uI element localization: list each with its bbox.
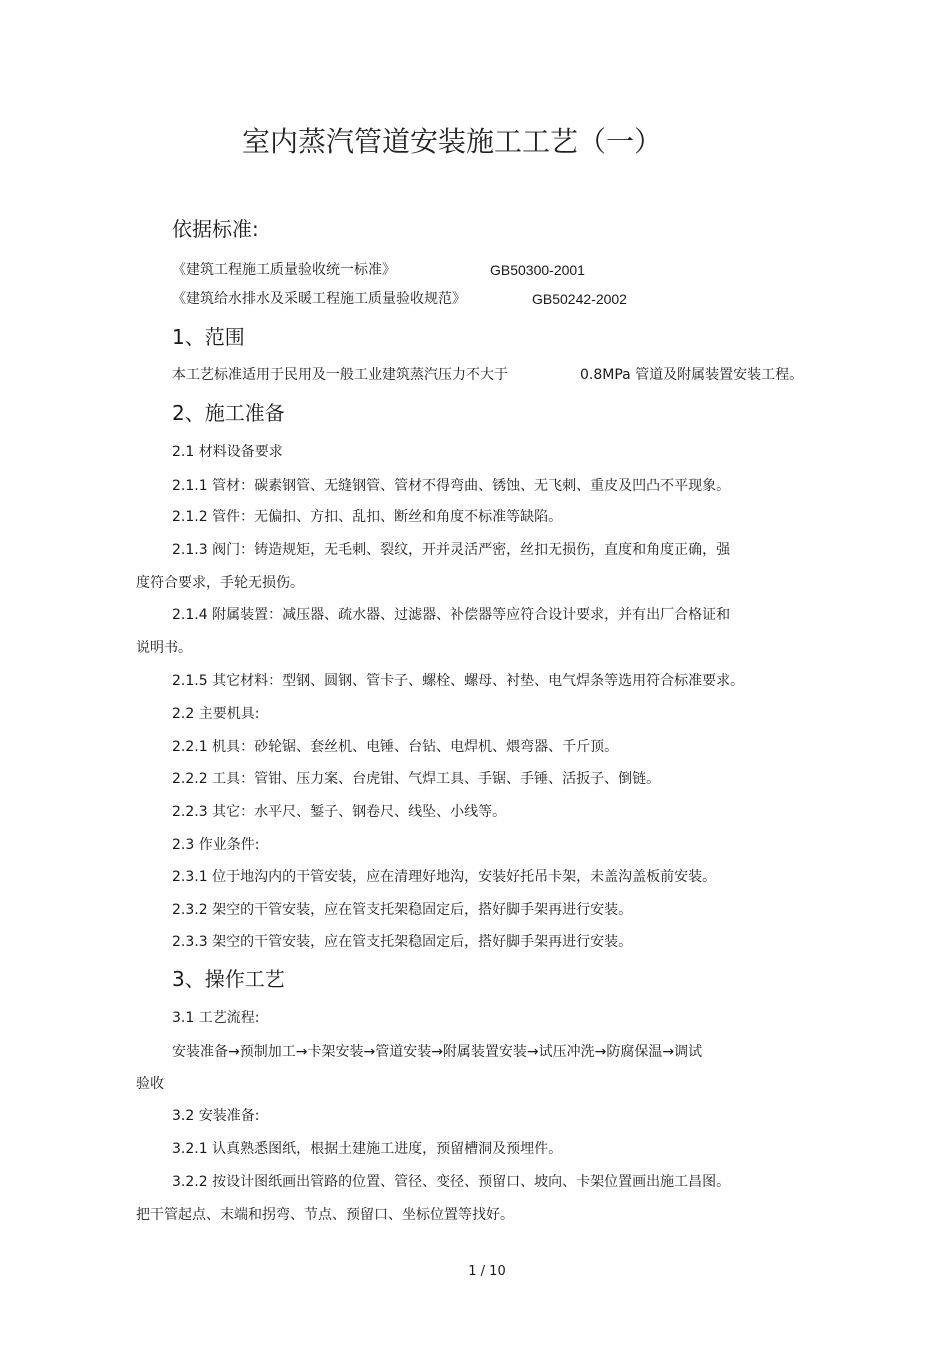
standard-code-2: GB50242-2002 — [532, 291, 627, 307]
scope-text-b: 0.8MPa 管道及附属装置安装工程。 — [580, 367, 804, 383]
para-2-2-2: 2.2.2 工具：管钳、压力案、台虎钳、气焊工具、手锯、手锤、活扳子、倒链。 — [172, 771, 661, 787]
para-2-1-3b: 度符合要求，手轮无损伤。 — [136, 575, 304, 591]
standard-name-1: 《建筑工程施工质量验收统一标准》 — [172, 262, 396, 278]
para-2-1-5: 2.1.5 其它材料：型钢、圆钢、管卡子、螺栓、螺母、衬垫、电气焊条等选用符合标准要求。 — [172, 673, 745, 689]
process-flow-b: 验收 — [136, 1076, 164, 1092]
standard-code-1: GB50300-2001 — [490, 262, 585, 278]
para-2-2-3: 2.2.3 其它：水平尺、錾子、钢卷尺、线坠、小线等。 — [172, 804, 507, 820]
para-3-2-2b: 把干管起点、末端和拐弯、节点、预留口、坐标位置等找好。 — [136, 1207, 514, 1223]
para-2-1: 2.1 材料设备要求 — [172, 444, 283, 460]
para-3-1: 3.1 工艺流程: — [172, 1010, 260, 1026]
section-1-heading: 1、范围 — [172, 325, 245, 349]
para-2-3-3: 2.3.3 架空的干管安装，应在管支托架稳固定后，搭好脚手架再进行安装。 — [172, 934, 633, 950]
para-3-2-2a: 3.2.2 按设计图纸画出管路的位置、管径、变径、预留口、坡向、卡架位置画出施工昌图。 — [172, 1174, 731, 1190]
standard-name-2: 《建筑给水排水及采暖工程施工质量验收规范》 — [172, 291, 466, 307]
para-2-2: 2.2 主要机具: — [172, 706, 260, 722]
page-number: 1 / 10 — [468, 1264, 506, 1279]
para-2-3-1: 2.3.1 位于地沟内的干管安装，应在清理好地沟，安装好托吊卡架，未盖沟盖板前安装。 — [172, 869, 717, 885]
para-3-2: 3.2 安装准备: — [172, 1108, 260, 1124]
basis-heading: 依据标准: — [172, 217, 259, 241]
para-2-1-3a: 2.1.3 阀门：铸造规矩，无毛刺、裂纹，开并灵活严密，丝扣无损伤，直度和角度正确，强 — [172, 542, 731, 558]
para-2-1-2: 2.1.2 管件：无偏扣、方扣、乱扣、断丝和角度不标准等缺陷。 — [172, 509, 563, 525]
para-2-1-4a: 2.1.4 附属装置：减压器、疏水器、过滤器、补偿器等应符合设计要求，并有出厂合格证和 — [172, 607, 731, 623]
para-2-1-1: 2.1.1 管材：碳素钢管、无缝钢管、管材不得弯曲、锈蚀、无飞刺、重皮及凹凸不平现象。 — [172, 478, 731, 494]
para-3-2-1: 3.2.1 认真熟悉图纸，根据土建施工进度，预留槽洞及预埋件。 — [172, 1141, 563, 1157]
para-2-3: 2.3 作业条件: — [172, 837, 260, 853]
process-flow-a: 安装准备→预制加工→卡架安装→管道安装→附属装置安装→试压冲洗→防腐保温→调试 — [172, 1044, 703, 1060]
section-3-heading: 3、操作工艺 — [172, 967, 285, 991]
para-2-3-2: 2.3.2 架空的干管安装，应在管支托架稳固定后，搭好脚手架再进行安装。 — [172, 902, 633, 918]
para-2-1-4b: 说明书。 — [136, 640, 192, 656]
para-2-2-1: 2.2.1 机具：砂轮锯、套丝机、电锤、台钻、电焊机、煨弯器、千斤顶。 — [172, 739, 619, 755]
scope-text-a: 本工艺标准适用于民用及一般工业建筑蒸汽压力不大于 — [172, 367, 508, 383]
section-2-heading: 2、施工准备 — [172, 401, 285, 425]
page-title: 室内蒸汽管道安装施工工艺（一） — [241, 125, 662, 158]
